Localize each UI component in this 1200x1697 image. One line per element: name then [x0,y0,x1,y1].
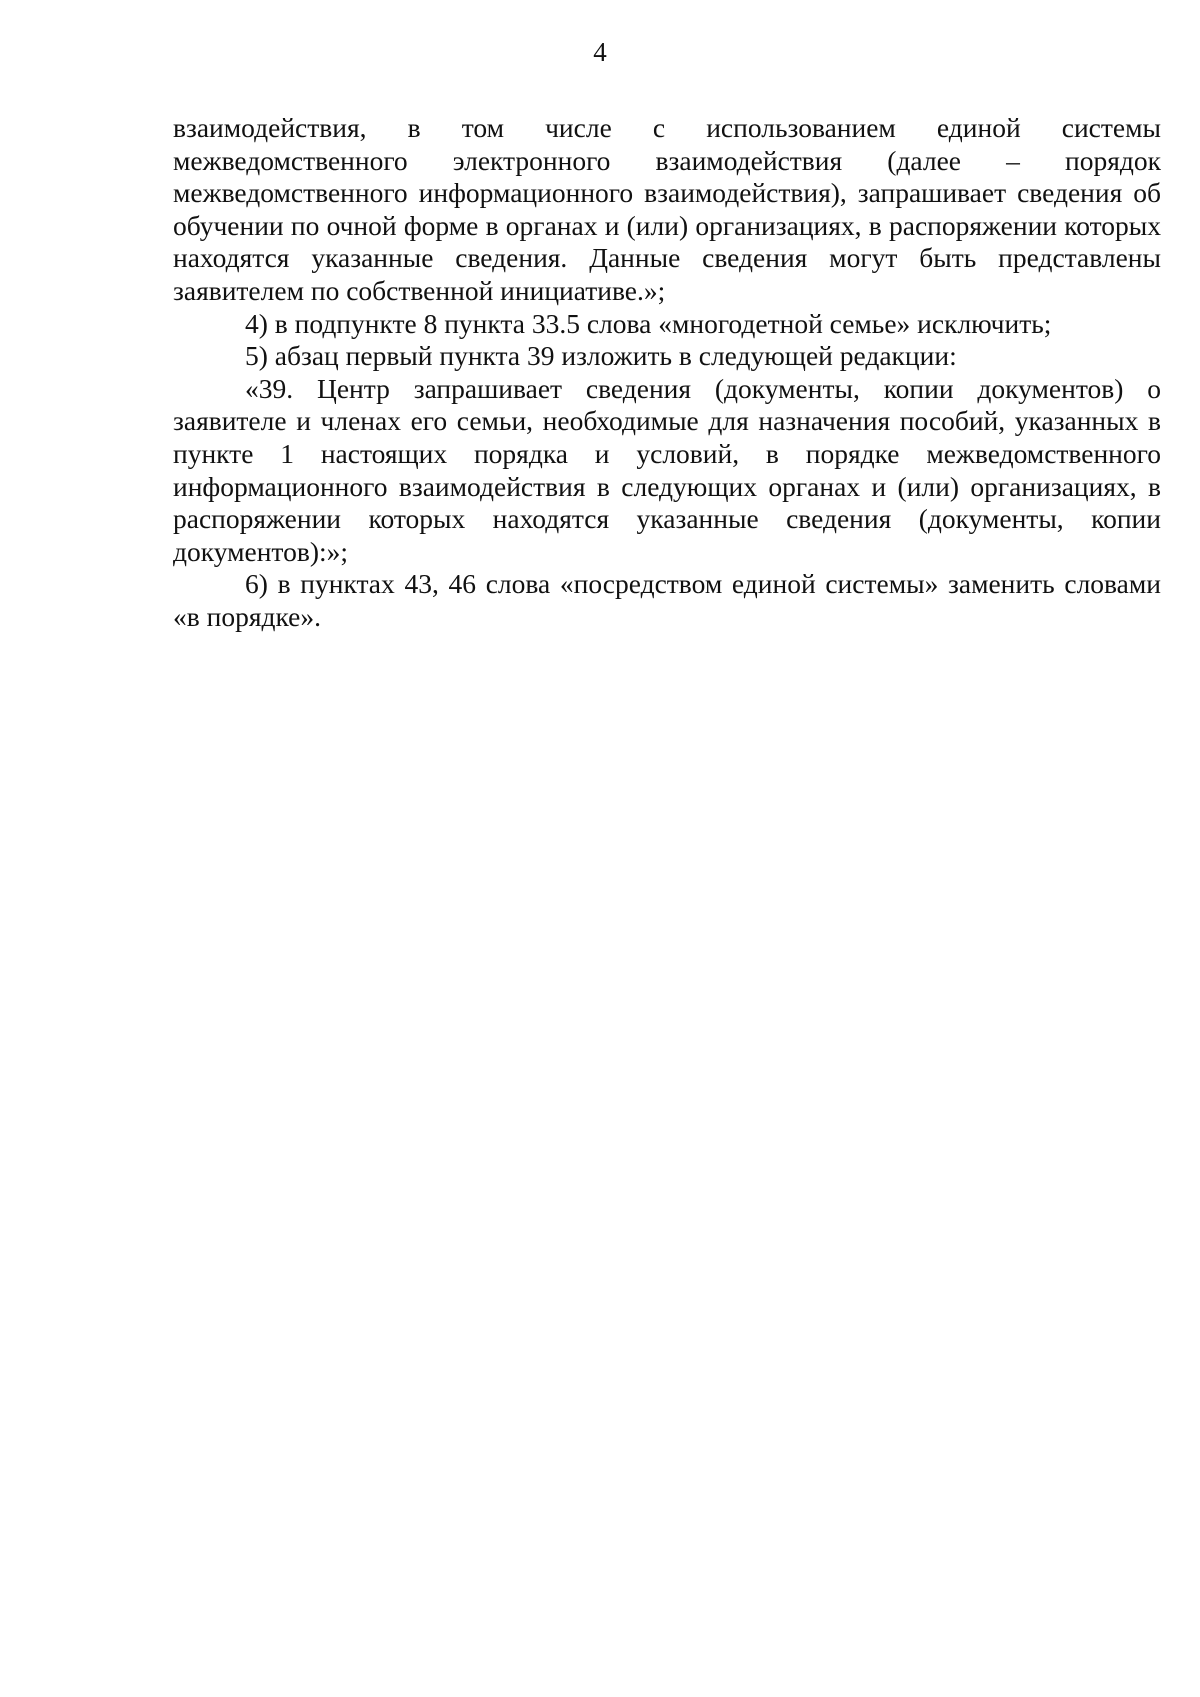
paragraph-item-6: 6) в пунктах 43, 46 слова «посредством единой системы» заменить словами «в порядке». [173,568,1161,632]
paragraph-continuation: взаимодействия, в том числе с использованием единой системы межведомственного электронного взаимодействия (далее – порядок межведомственного информационного взаимодействия), запрашивает сведения об обучении по очной форме в органах и (или) организациях, в распоряжении которых находятся указанные сведения. Данные сведения могут быть представлены заявителем по собственной инициативе.»; [173,112,1161,306]
paragraph-item-5: 5) абзац первый пункта 39 изложить в следующей редакции: [245,340,957,372]
paragraph-quote-39: «39. Центр запрашивает сведения (документы, копии документов) о заявителе и членах его семьи, необходимые для назначения пособий, указанных в пункте 1 настоящих порядка и условий, в порядке межведомственного информационного взаимодействия в следующих органах и (или) организациях, в распоряжении которых находятся указанные сведения (документы, копии документов):»; [173,372,1161,567]
document-body [173,112,1161,634]
page-number: 4 [593,37,607,67]
paragraph-item-4: 4) в подпункте 8 пункта 33.5 слова «многодетной семье» исключить; [245,307,1052,339]
